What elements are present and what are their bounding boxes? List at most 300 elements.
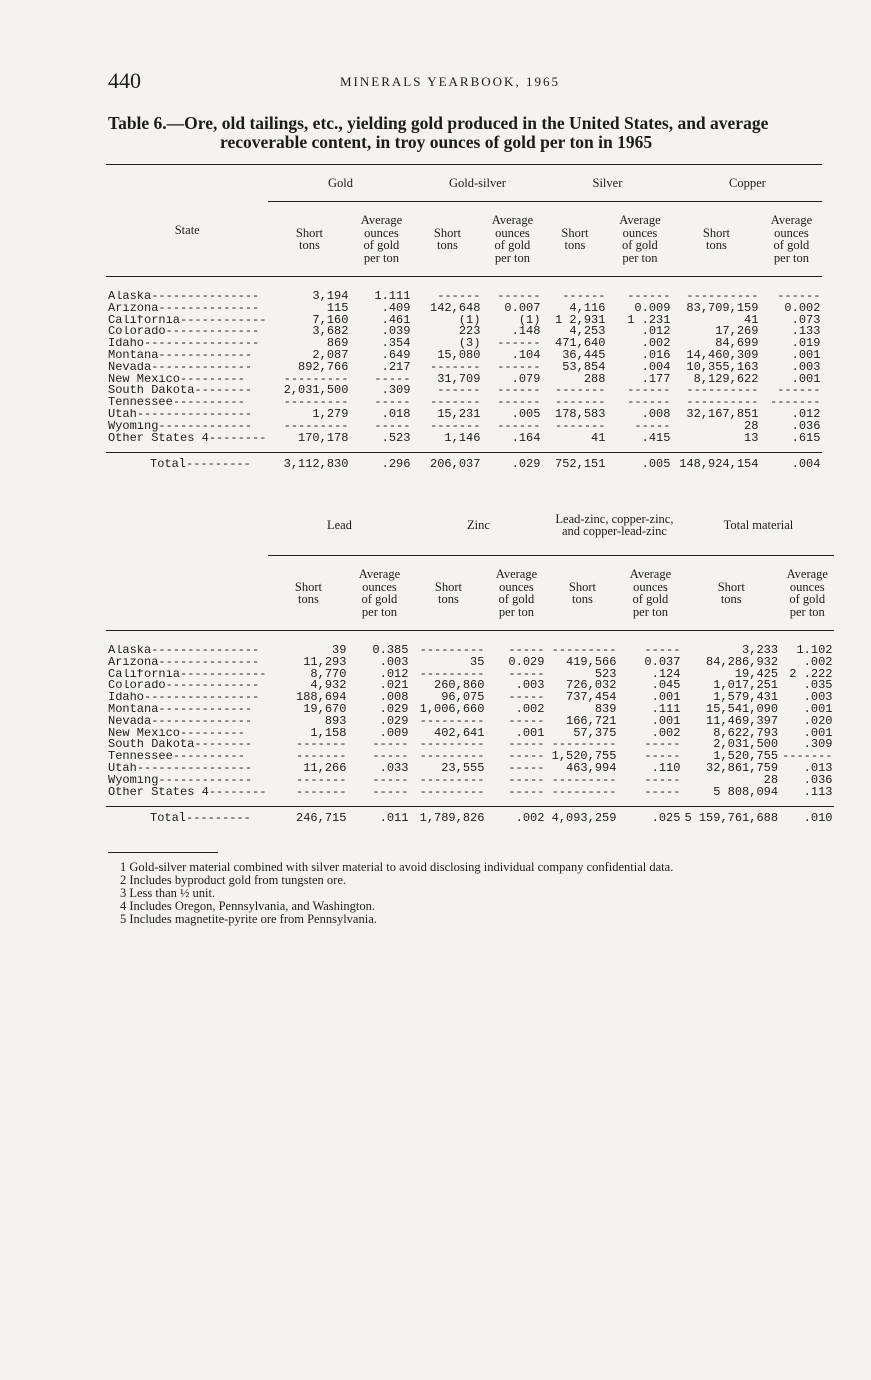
value-cell: 31,709 [437, 373, 481, 386]
value-cell: 5 808,094 [713, 786, 779, 799]
average-ounces-header [482, 202, 542, 277]
value-cell: .004 [641, 361, 671, 374]
value-cell: 839 [594, 703, 617, 716]
value-cell: ------ [497, 420, 541, 433]
state-cell [106, 704, 268, 716]
state-name: Arizona [108, 302, 159, 315]
header-word: of gold [494, 238, 531, 252]
spacer-cell [106, 631, 834, 646]
value-cell: 32,167,851 [686, 408, 759, 421]
dot-leader: --------- [180, 373, 245, 386]
table-row [106, 315, 822, 327]
value-cell: 260,860 [434, 680, 485, 693]
state-name: California [108, 314, 181, 327]
table-row [106, 409, 822, 421]
value-cell: ------- [296, 774, 347, 787]
value-cell: ------ [497, 338, 541, 350]
spacer-row [106, 444, 822, 453]
state-name: Utah [108, 408, 137, 421]
value-cell: .164 [511, 432, 541, 445]
value-cell: 2 .222 [789, 668, 833, 681]
value-cell: --------- [419, 774, 485, 787]
total-label: Total [150, 457, 187, 472]
header-word: ounces [499, 579, 534, 594]
table-row [106, 421, 822, 433]
header-word: Short [702, 225, 730, 240]
value-cell: 1 2,931 [555, 314, 606, 327]
category-header: Zinc [410, 495, 546, 556]
dot-leader: ------------- [158, 420, 253, 433]
state-cell [106, 291, 268, 303]
value-cell: .012 [379, 668, 409, 681]
dot-leader: -------- [208, 786, 267, 799]
header-word: per ton [773, 250, 809, 265]
header-word: tons [437, 238, 458, 252]
total-value-cell: 4,093,259 [551, 811, 617, 826]
value-cell: 53,854 [562, 361, 606, 374]
value-cell: 28 [763, 774, 779, 787]
value-cell: ----- [644, 774, 681, 787]
value-cell: 893 [324, 715, 347, 728]
table-row [106, 350, 822, 362]
value-cell: .133 [791, 326, 821, 339]
state-cell [106, 362, 268, 374]
value-cell: 166,721 [566, 715, 617, 728]
header-word: Average [629, 567, 672, 581]
value-cell: --------- [419, 715, 485, 728]
value-cell: ------- [430, 397, 481, 409]
state-name: Idaho [108, 692, 145, 704]
value-cell: .036 [791, 420, 821, 433]
table-row [106, 669, 834, 681]
dot-leader: ------------- [158, 703, 253, 716]
short-tons-header [542, 202, 607, 277]
state-cell [106, 728, 268, 740]
value-cell: --------- [419, 739, 485, 752]
value-cell: .003 [791, 361, 821, 374]
table-title [108, 114, 820, 152]
value-cell: (3) [458, 338, 481, 350]
value-cell: ----- [634, 420, 671, 433]
value-cell: ------ [497, 397, 541, 409]
state-cell [106, 669, 268, 681]
value-cell: .309 [381, 385, 411, 398]
header-word: tons [720, 592, 742, 606]
total-value-cell: .029 [511, 457, 541, 472]
value-cell: 0.385 [372, 645, 409, 657]
value-cell: 14,460,309 [686, 349, 759, 362]
category-header: Silver [542, 165, 672, 202]
header-word: Short [568, 579, 596, 594]
dot-leader: ------------ [180, 668, 267, 681]
table-row [106, 645, 834, 657]
value-cell: ------ [562, 291, 606, 303]
value-cell: 19,425 [734, 668, 779, 681]
state-name: Colorado [108, 326, 166, 339]
state-cell [106, 326, 268, 338]
state-cell [106, 787, 268, 799]
running-head: MINERALS YEARBOOK, 1965 [340, 74, 560, 89]
value-cell: .003 [515, 680, 545, 693]
value-cell: ------- [782, 751, 833, 763]
state-name: Other States 4 [108, 432, 209, 445]
value-cell: .008 [641, 408, 671, 421]
dot-leader: ------------- [165, 680, 260, 693]
table-row [106, 728, 834, 740]
value-cell: 3,194 [312, 291, 349, 303]
header-word: per ton [498, 604, 534, 619]
value-cell: 11,469,397 [706, 715, 779, 728]
value-cell: 1,006,660 [419, 703, 485, 716]
value-cell: ----- [372, 751, 409, 763]
value-cell: .523 [381, 432, 411, 445]
footnotes [108, 852, 824, 926]
value-cell: ----- [372, 739, 409, 752]
dot-leader: ------------- [158, 774, 253, 787]
state-cell [106, 385, 268, 397]
total-value-cell: .004 [791, 457, 821, 472]
value-cell: 4,932 [310, 680, 347, 693]
value-cell: ----- [508, 739, 545, 752]
value-cell: .002 [515, 703, 545, 716]
category-header: Gold-silver [412, 165, 542, 202]
value-cell: 463,994 [566, 762, 617, 775]
dot-leader: ---------- [172, 751, 245, 763]
value-cell: --------- [419, 751, 485, 763]
state-cell [106, 716, 268, 728]
value-cell: 1,520,755 [551, 751, 617, 763]
value-cell: ----- [508, 774, 545, 787]
header-word: tons [706, 238, 727, 252]
header-word: Short [295, 225, 323, 240]
table-row [106, 716, 834, 728]
header-word: tons [564, 238, 586, 252]
value-cell: 1,520,755 [713, 751, 779, 763]
value-cell: ------ [627, 397, 671, 409]
table-row [106, 692, 834, 704]
average-ounces-header [607, 202, 672, 277]
value-cell: 96,075 [441, 692, 485, 704]
value-cell: 35 [470, 656, 485, 669]
table-row [106, 739, 834, 751]
value-cell: ----- [508, 762, 545, 775]
state-cell [106, 303, 268, 315]
state-name: South Dakota [108, 385, 195, 398]
table-row [106, 385, 822, 397]
header-word: Short [294, 579, 322, 594]
state-cell [106, 421, 268, 433]
value-cell: .018 [381, 408, 411, 421]
header-word: Average [495, 567, 538, 581]
value-cell: ----- [644, 739, 681, 752]
dot-leader: -------------- [158, 302, 260, 315]
title-line-2: recoverable content, in troy ounces of gold per ton in 1965 [220, 132, 653, 152]
value-cell: 13 [744, 432, 759, 445]
value-cell: 1,146 [444, 432, 481, 445]
dot-leader: ---------------- [136, 762, 253, 775]
value-cell: ------ [497, 385, 541, 398]
dot-leader: -------------- [151, 715, 253, 728]
average-ounces-header [348, 556, 410, 631]
value-cell: ------ [777, 291, 821, 303]
value-cell: 84,286,932 [706, 656, 779, 669]
table-top [106, 164, 822, 475]
state-name: Other States 4 [108, 786, 209, 799]
value-cell: 0.029 [508, 656, 545, 669]
value-cell: .013 [803, 762, 833, 775]
category-header: Total material [682, 495, 834, 556]
value-cell: .217 [381, 361, 411, 374]
value-cell: .012 [641, 326, 671, 339]
total-value-cell: 206,037 [430, 457, 481, 472]
state-name: Wyoming [108, 774, 159, 787]
category-header: Lead-zinc, copper-zinc, and copper-lead-zinc [546, 495, 682, 556]
value-cell: .005 [511, 408, 541, 421]
header-word: tons [298, 592, 319, 606]
short-tons-header [410, 556, 486, 631]
average-ounces-header [350, 202, 412, 277]
value-cell: 0.009 [634, 302, 671, 315]
header-word: ounces [774, 225, 809, 240]
state-cell [106, 433, 268, 445]
header-word: per ton [632, 604, 668, 619]
short-tons-header [546, 556, 618, 631]
value-cell: 1,579,431 [713, 692, 779, 704]
dot-leader: --------- [186, 811, 251, 826]
state-name: Arizona [108, 656, 159, 669]
header-word: of gold [622, 238, 658, 252]
value-cell: 39 [332, 645, 347, 657]
state-cell [106, 338, 268, 350]
value-cell: .001 [651, 692, 681, 704]
state-name: Alaska [108, 291, 152, 303]
header-word: Short [433, 225, 461, 240]
table-row [106, 704, 834, 716]
state-cell [106, 645, 268, 657]
total-value-cell: .025 [651, 811, 681, 826]
value-cell: 2,031,500 [283, 385, 349, 398]
value-cell: .008 [379, 692, 409, 704]
dot-leader: ---------------- [144, 692, 260, 704]
state-name: California [108, 668, 181, 681]
value-cell: .461 [381, 314, 411, 327]
dot-leader: ---------------- [144, 338, 260, 350]
value-cell: 32,861,759 [706, 762, 779, 775]
value-cell: 737,454 [566, 692, 617, 704]
value-cell: .016 [641, 349, 671, 362]
value-cell: --------- [551, 774, 617, 787]
value-cell: 1,017,251 [713, 680, 779, 693]
state-name: New Mexico [108, 373, 181, 386]
value-cell: ------- [296, 786, 347, 799]
header-word: tons [438, 592, 459, 606]
value-cell: 8,129,622 [693, 373, 759, 386]
value-cell: 288 [583, 373, 606, 386]
table-row [106, 763, 834, 775]
average-ounces-header [780, 556, 834, 631]
value-cell: .002 [641, 338, 671, 350]
table-row [106, 433, 822, 445]
value-cell: .012 [791, 408, 821, 421]
value-cell: ----- [372, 786, 409, 799]
dot-leader: ---------------- [136, 408, 253, 421]
state-cell [106, 775, 268, 787]
header-word: Short [717, 579, 745, 594]
value-cell: ------- [555, 420, 606, 433]
value-cell: --------- [551, 786, 617, 799]
value-cell: 115 [326, 302, 349, 315]
total-row [106, 807, 834, 830]
value-cell: 223 [458, 326, 481, 339]
value-cell: .415 [641, 432, 671, 445]
value-cell: ---------- [686, 385, 759, 398]
state-column-header: State [106, 165, 268, 277]
value-cell: 36,445 [562, 349, 606, 362]
header-word: per ton [361, 604, 397, 619]
dot-leader: ---------- [172, 397, 245, 409]
value-cell: .309 [803, 739, 833, 752]
value-cell: 1 .231 [627, 314, 671, 327]
value-cell: ------- [555, 385, 606, 398]
spacer-cell [106, 444, 822, 453]
total-label-cell [106, 807, 268, 830]
state-name: Wyoming [108, 420, 159, 433]
value-cell: .649 [381, 349, 411, 362]
category-header: Gold [268, 165, 412, 202]
value-cell: ----- [644, 645, 681, 657]
average-ounces-header [618, 556, 682, 631]
value-cell: ----- [508, 786, 545, 799]
spacer-row [106, 631, 834, 646]
value-cell: ----- [644, 751, 681, 763]
table-row [106, 303, 822, 315]
value-cell: .148 [511, 326, 541, 339]
value-cell: ------- [296, 739, 347, 752]
value-cell: ----- [508, 692, 545, 704]
value-cell: .001 [515, 727, 545, 740]
header-word: ounces [495, 225, 530, 240]
header-word: Average [770, 213, 813, 227]
value-cell: .001 [791, 373, 821, 386]
table-row [106, 680, 834, 692]
header-word: Short [434, 579, 462, 594]
dot-leader: --------------- [151, 291, 260, 303]
total-value-cell: .011 [379, 811, 409, 826]
value-cell: ------- [430, 361, 481, 374]
header-word: of gold [498, 592, 535, 606]
value-cell: .073 [791, 314, 821, 327]
value-cell: 869 [326, 338, 349, 350]
value-cell: 41 [744, 314, 759, 327]
value-cell: ----- [374, 420, 411, 433]
value-cell: 523 [594, 668, 617, 681]
value-cell: (1) [518, 314, 541, 327]
header-word: Average [619, 213, 661, 227]
value-cell: --------- [283, 397, 349, 409]
state-column-spacer [106, 495, 268, 631]
value-cell: .033 [379, 762, 409, 775]
value-cell: ------ [497, 361, 541, 374]
value-cell: .079 [511, 373, 541, 386]
footnote-rule [108, 852, 218, 853]
header-word: of gold [789, 592, 826, 606]
value-cell: 1.111 [374, 291, 411, 303]
header-word: tons [299, 238, 320, 252]
header-word: Average [358, 567, 401, 581]
total-value-cell: .005 [641, 457, 671, 472]
value-cell: .177 [641, 373, 671, 386]
header-word: ounces [789, 579, 825, 594]
value-cell: 0.007 [504, 302, 541, 315]
header-word: Average [360, 213, 403, 227]
footnote: 2 Includes byproduct gold from tungsten ore. [120, 873, 346, 887]
table-bottom [106, 495, 834, 829]
value-cell: 57,375 [573, 727, 617, 740]
short-tons-header [412, 202, 482, 277]
state-name: Tennessee [108, 397, 173, 409]
value-cell: 419,566 [566, 656, 617, 669]
value-cell: ------ [627, 291, 671, 303]
average-ounces-header [486, 556, 546, 631]
state-cell [106, 692, 268, 704]
table-row [106, 397, 822, 409]
table-row [106, 751, 834, 763]
table-row [106, 787, 834, 799]
value-cell: ------- [555, 397, 606, 409]
state-name: New Mexico [108, 727, 181, 740]
header-word: ounces [633, 579, 668, 594]
value-cell: .113 [803, 786, 833, 799]
value-cell: 8,622,793 [713, 727, 779, 740]
value-cell: .354 [381, 338, 411, 350]
value-cell: 726,032 [566, 680, 617, 693]
value-cell: .039 [381, 326, 411, 339]
state-cell [106, 374, 268, 386]
value-cell: (1) [458, 314, 481, 327]
header-word: per ton [789, 604, 825, 619]
value-cell: ----- [508, 715, 545, 728]
value-cell: 15,080 [437, 349, 481, 362]
spacer-cell [106, 798, 834, 807]
value-cell: 15,231 [437, 408, 481, 421]
table-row [106, 362, 822, 374]
total-row [106, 453, 822, 476]
value-cell: ----- [508, 645, 545, 657]
state-cell [106, 751, 268, 763]
value-cell: .001 [651, 715, 681, 728]
dot-leader: --------------- [151, 645, 260, 657]
dot-leader: -------- [208, 432, 267, 445]
total-value-cell: 148,924,154 [679, 457, 759, 472]
value-cell: .003 [379, 656, 409, 669]
table-row [106, 657, 834, 669]
value-cell: ------- [430, 420, 481, 433]
dot-leader: ------------- [158, 349, 253, 362]
header-word: per ton [494, 250, 530, 265]
footnote: 5 Includes magnetite-pyrite ore from Pennsylvania. [120, 912, 377, 926]
state-cell [106, 680, 268, 692]
value-cell: --------- [283, 373, 349, 386]
value-cell: ------- [770, 397, 821, 409]
header-word: of gold [632, 592, 669, 606]
value-cell: .110 [651, 762, 681, 775]
value-cell: 11,293 [303, 656, 347, 669]
header-word: of gold [363, 238, 400, 252]
state-name: South Dakota [108, 739, 195, 752]
value-cell: 7,160 [312, 314, 349, 327]
state-name: Alaska [108, 645, 152, 657]
header-word: of gold [361, 592, 398, 606]
